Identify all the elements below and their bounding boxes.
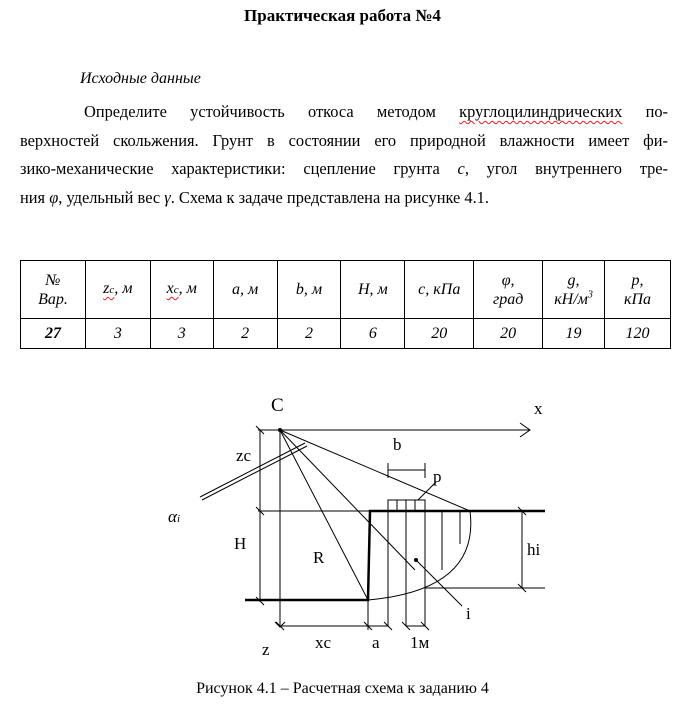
symbol-gamma: γ — [164, 187, 171, 207]
cell-b: 2 — [277, 319, 341, 349]
cell-zc: 3 — [85, 319, 150, 349]
cell-g: 19 — [543, 319, 605, 349]
label-b: b — [393, 435, 402, 454]
cell-a: 2 — [213, 319, 277, 349]
slice-centroid-icon — [414, 558, 418, 562]
header-H: H, м — [341, 261, 405, 319]
table-header-row — [21, 261, 671, 319]
label-C: C — [271, 395, 284, 416]
cell-phi: 20 — [474, 319, 543, 349]
label-H: H — [234, 534, 247, 553]
header-zc — [85, 261, 150, 319]
cell-variant: 27 — [21, 319, 86, 349]
header-sup: 3 — [587, 289, 593, 301]
slope-profile-line — [245, 511, 545, 600]
cell-p: 120 — [605, 319, 671, 349]
header-variant — [21, 261, 86, 319]
label-hi: hi — [527, 540, 541, 559]
header-phi — [474, 261, 543, 319]
subheading-initial-data: Исходные данные — [80, 70, 201, 87]
text-run: Определите устойчивость откоса методом — [84, 102, 460, 121]
header-unit: , м — [114, 280, 133, 297]
label-zc: zc — [236, 446, 252, 465]
text-run: , удельный вес — [58, 187, 165, 207]
header-text: p, — [631, 271, 644, 289]
paragraph-line-2: верхностей скольжения. Грунт в состоянии его природной влажности имеет фи- — [20, 130, 668, 150]
header-text: g, — [567, 271, 580, 289]
cell-H: 6 — [341, 319, 405, 349]
label-alpha-i: αi — [168, 507, 180, 526]
header-text: кПа — [623, 290, 652, 308]
header-g — [543, 261, 605, 319]
header-text: φ, — [501, 271, 515, 289]
header-c: c, кПа — [405, 261, 474, 319]
header-text: кН/м — [554, 290, 588, 308]
label-x: x — [534, 399, 543, 418]
text-run: по- — [622, 102, 668, 121]
center-point-icon — [278, 428, 282, 432]
page-title: Практическая работа №4 — [244, 6, 441, 25]
table-row — [21, 319, 671, 349]
problem-paragraph — [20, 98, 668, 212]
label-xc: xc — [315, 633, 332, 652]
figure-caption: Рисунок 4.1 – Расчетная схема к заданию 4 — [196, 680, 489, 697]
paragraph-line-4 — [20, 184, 668, 213]
slip-surface-arc — [368, 511, 471, 600]
text-run: ния — [20, 187, 50, 207]
text-run: зико-механические характеристики: сцепление грунта — [20, 159, 458, 178]
label-i: i — [466, 604, 471, 623]
paragraph-line-1 — [20, 98, 668, 127]
label-p: p — [433, 467, 442, 486]
label-1m: 1м — [410, 633, 430, 652]
slope-stability-diagram — [0, 380, 685, 670]
cell-c: 20 — [405, 319, 474, 349]
cell-xc: 3 — [150, 319, 213, 349]
header-p — [605, 261, 671, 319]
header-symbol: xc — [166, 280, 179, 297]
header-text: № — [45, 271, 61, 289]
label-a: a — [372, 633, 380, 652]
text-run: , угол внутреннего тре- — [464, 159, 668, 178]
text-run: . Схема к задаче представлена на рисунке 4.1. — [170, 187, 489, 207]
header-b: b, м — [277, 261, 341, 319]
symbol-c: c — [457, 159, 465, 178]
label-z: z — [262, 640, 270, 659]
spellcheck-flagged-word: круглоцилиндрических — [459, 102, 623, 121]
header-symbol: zc — [103, 280, 115, 297]
header-text: Вар. — [38, 290, 68, 308]
parameters-table — [20, 260, 671, 349]
header-a: a, м — [213, 261, 277, 319]
symbol-phi: φ — [49, 187, 59, 207]
label-R: R — [313, 548, 325, 567]
header-text: град — [492, 290, 524, 308]
header-xc — [150, 261, 213, 319]
diagram-drawing — [0, 380, 685, 670]
header-unit: , м — [178, 280, 197, 297]
paragraph-line-3 — [20, 155, 668, 184]
